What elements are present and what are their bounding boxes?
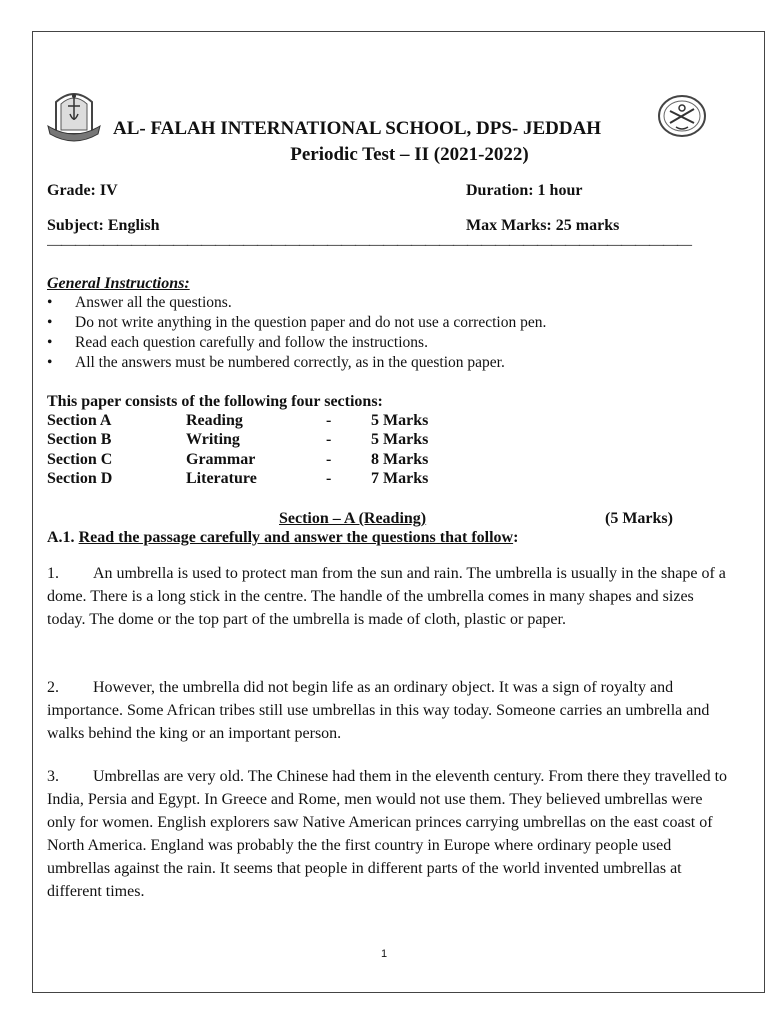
section-a-marks: (5 Marks) [605, 510, 673, 527]
bullet-icon: • [47, 294, 53, 311]
table-row: Section C Grammar - 8 Marks [47, 450, 429, 468]
section-a-heading: Section – A (Reading) [279, 510, 427, 527]
sections-intro: This paper consists of the following four sections: [47, 393, 383, 410]
instruction-item: • Do not write anything in the question paper and do not use a correction pen. [47, 314, 547, 331]
instructions-list [47, 293, 546, 373]
dps-emblem-icon [656, 93, 708, 139]
school-crest-icon [46, 84, 102, 142]
instruction-item: • Answer all the questions. [47, 294, 232, 311]
instruction-item: • Read each question carefully and follow the instructions. [47, 334, 428, 351]
divider-rule: —————————————————————————————————————————————— [47, 237, 691, 253]
page-number: 1 [381, 948, 388, 960]
table-row: Section D Literature - 7 Marks [47, 470, 429, 488]
grade-label: Grade: IV [47, 182, 118, 199]
question-a1: A.1. Read the passage carefully and answer the questions that follow: [47, 529, 519, 546]
table-row: Section A Reading - 5 Marks [47, 411, 429, 429]
bullet-icon: • [47, 354, 53, 371]
bullet-icon: • [47, 334, 53, 351]
instruction-item: • All the answers must be numbered correctly, as in the question paper. [47, 354, 505, 371]
test-title: Periodic Test – II (2021-2022) [290, 144, 529, 165]
instructions-title: General Instructions: [47, 275, 190, 292]
sections-table [47, 411, 428, 489]
passage-paragraph: 2. However, the umbrella did not begin life as an ordinary object. It was a sign of royalty and importance. Some African tribes still use umbrellas in this way today. Someone carries an umbrella and walks behind the king or an important person. [47, 679, 710, 742]
max-marks-label: Max Marks: 25 marks [466, 217, 620, 234]
passage-paragraph: 3. Umbrellas are very old. The Chinese had them in the eleventh century. From there they travelled to India, Persia and Egypt. In Greece and Rome, men would not use them. They believed umbrellas were only for women. English explorers saw Native American princes carrying umbrellas on the east coast of North America. England was probably the the first country in Europe where ordinary people used umbrellas against the rain. It seems that people in different parts of the world invented umbrellas at different times. [47, 768, 728, 900]
subject-label: Subject: English [47, 217, 160, 234]
table-row: Section B Writing - 5 Marks [47, 431, 429, 449]
bullet-icon: • [47, 314, 53, 331]
passage-paragraph: 1. An umbrella is used to protect man from the sun and rain. The umbrella is usually in the shape of a dome. There is a long stick in the centre. The handle of the umbrella comes in many shapes and sizes today. The dome or the top part of the umbrella is made of cloth, plastic or paper. [47, 565, 726, 628]
school-name: AL- FALAH INTERNATIONAL SCHOOL, DPS- JEDDAH [113, 118, 602, 139]
duration-label: Duration: 1 hour [466, 182, 583, 199]
